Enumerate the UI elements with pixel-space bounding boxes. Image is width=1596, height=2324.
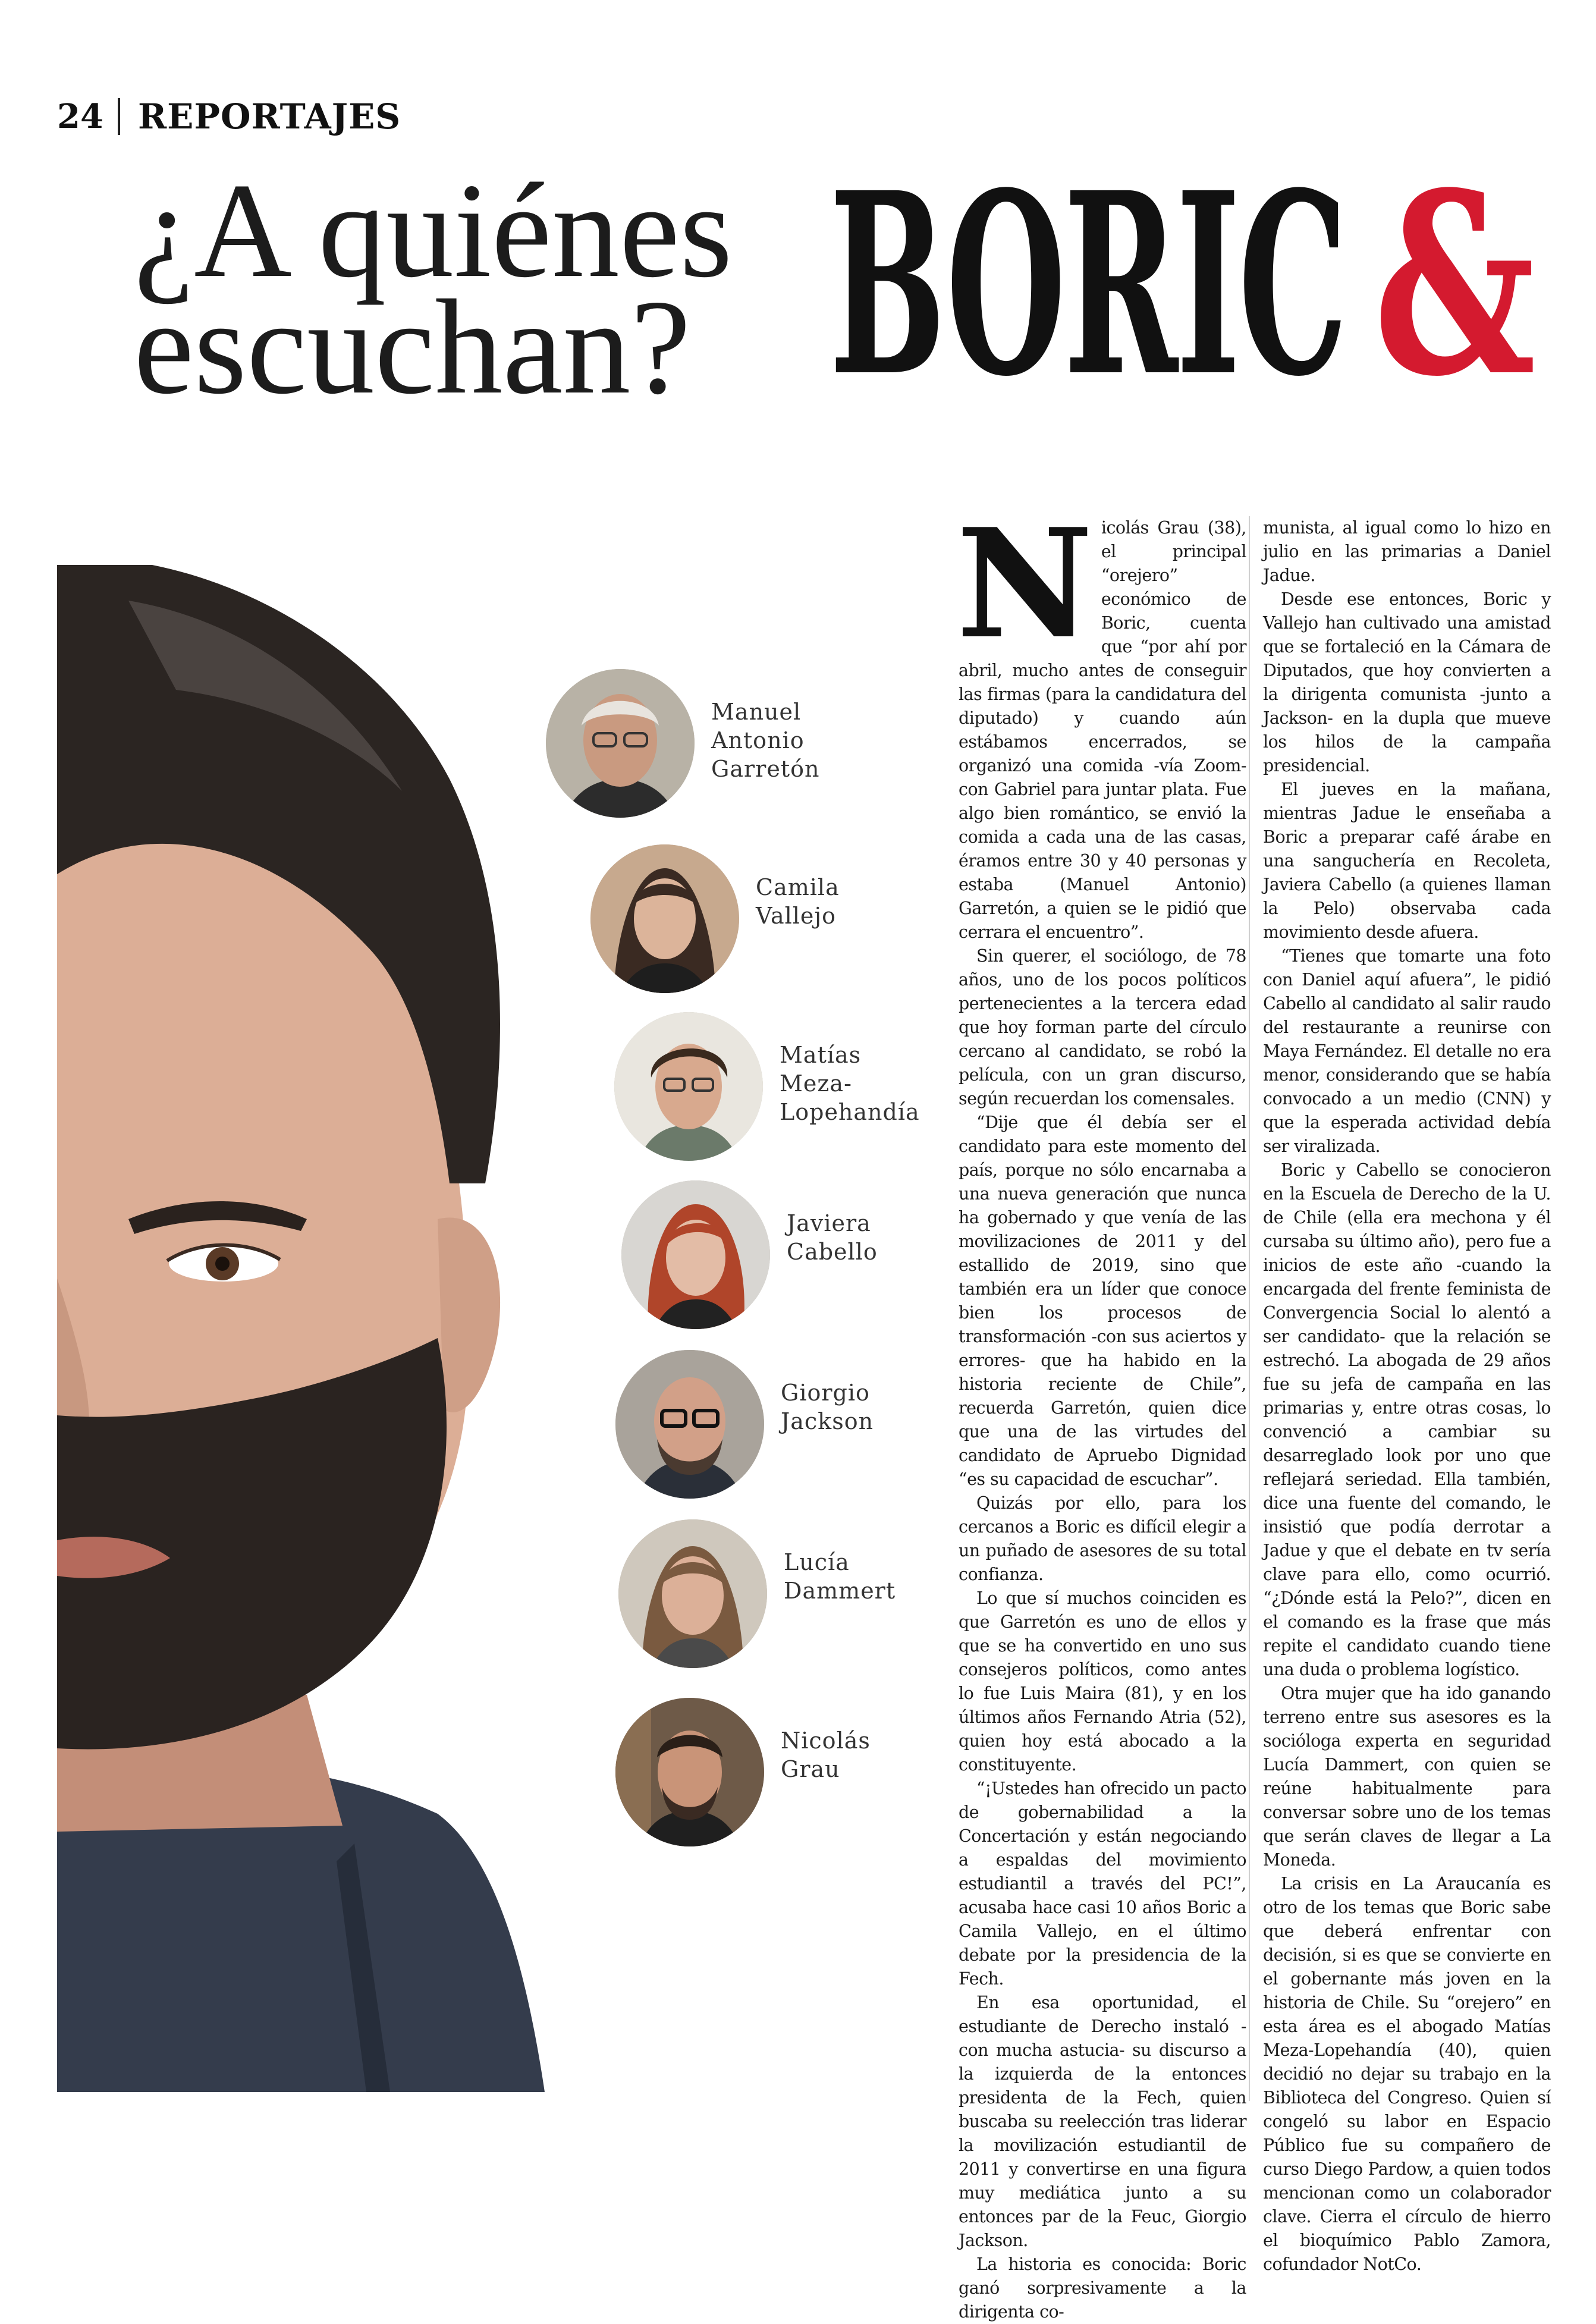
advisor-photo <box>621 1180 770 1329</box>
advisor-name-line: Grau <box>781 1756 840 1782</box>
advisor-lucia-dammert <box>618 1519 896 1668</box>
advisor-photo <box>590 844 739 993</box>
headline-question <box>134 156 812 422</box>
advisor-camila-vallejo <box>590 844 840 993</box>
advisor-name-line: Manuel <box>711 699 802 725</box>
article-paragraph: “¡Ustedes han ofrecido un pacto de gobernabilidad a la Concertación y están negociando a espaldas del movimiento estudiantil a través del PC!”, acusaba hace casi 10 años Boric a Camila Vallejo, en el último debate por la presidencia de la Fech. <box>959 1779 1246 1989</box>
advisor-photo <box>615 1698 764 1846</box>
advisor-photo <box>546 669 695 818</box>
advisor-name-line: Giorgio <box>781 1380 870 1406</box>
article-paragraph: Otra mujer que ha ido ganando terreno entre sus asesores es la socióloga experta en seguridad Lucía Dammert, con quien se reúne habitualmente para conversar sobre uno de los temas que serán claves de llegar a La Moneda. <box>1263 1684 1551 1870</box>
header-divider <box>118 98 120 135</box>
advisor-name-line: Matías <box>780 1042 862 1068</box>
headline-name: BORIC <box>830 139 1346 432</box>
article-paragraph: En esa oportunidad, el estudiante de Derecho instaló -con mucha astucia- su discurso a la izquierda de la entonces presidenta de la Fech, quien buscaba su reelección tras liderar la movilización estudiantil de 2011 y convertirse en una figura muy mediática junto a su entonces par de la Feuc, Giorgio Jackson. <box>959 1993 1246 2250</box>
advisor-javiera-cabello <box>621 1180 878 1329</box>
advisor-name-line: Dammert <box>784 1578 896 1604</box>
advisor-name-line: Meza- <box>780 1070 852 1097</box>
advisor-manuel-antonio-garreton <box>546 669 819 818</box>
advisor-matias-meza-lopehandia <box>614 1012 920 1161</box>
headline-line-1: ¿A quiénes <box>134 156 733 306</box>
article-paragraph: La crisis en La Araucanía es otro de los temas que Boric sabe que deberá enfrentar con decisión, si es que se convierte en el gobernante más joven en la historia de Chile. Su “orejero” en esta área es el abogado Matías Meza-Lopehandía (40), quien decidió no dejar su trabajo en la Biblioteca del Congreso. Quien sí congeló su labor en Espacio Público fue su compañero de curso Diego Pardow, a quien todos mencionan como un colaborador clave. Cierra el círculo de hierro el bioquímico Pablo Zamora, cofundador NotCo. <box>1263 1874 1551 2274</box>
advisor-photo <box>618 1519 767 1668</box>
advisor-name-line: Vallejo <box>756 903 837 929</box>
advisor-photo <box>614 1012 763 1161</box>
main-portrait-photo <box>57 565 545 2092</box>
advisor-name-line: Lucía <box>784 1549 850 1575</box>
advisor-name <box>781 1378 874 1436</box>
advisor-name <box>780 1041 920 1126</box>
article-paragraph: “Dije que él debía ser el candidato para este momento del país, porque no sólo encarnaba a una nueva generación que nunca ha gobernado y que venía de las movilizaciones de 2011 y del estallido de 2019, sino que también era un líder que conoce bien los procesos de transformación -con sus aciertos y errores- que ha habido en la historia reciente de Chile”, recuerda Garretón, quien dice que una de las virtudes del candidato de Apruebo Dignidad “es su capacidad de escuchar”. <box>959 1113 1246 1489</box>
page-number: 24 <box>57 97 103 136</box>
advisor-name-line: Lopehandía <box>780 1099 920 1125</box>
article-paragraph: Quizás por ello, para los cercanos a Boric es difícil elegir a un puñado de asesores de su total confianza. <box>959 1493 1246 1584</box>
advisor-name-line: Garretón <box>711 756 820 782</box>
article-paragraph: Desde ese entonces, Boric y Vallejo han cultivado una amistad que se fortaleció en la Cámara de Diputados, que hoy convierten a la dirigenta comunista -junto a Jackson- en la dupla que mueve los hilos de la campaña presidencial. <box>1263 589 1551 775</box>
advisor-name-line: Jackson <box>781 1408 874 1434</box>
article-paragraph: Boric y Cabello se conocieron en la Escuela de Derecho de la U. de Chile (ella era mechona y él cursaba su último año), pero fue a inicios de este año -cuando la encargada del frente feminista de Convergencia Social lo alentó a ser candidato- que la relación se estrechó. La abogada de 29 años fue su jefa de campaña en las primarias y, entre otras cosas, lo convenció a cambiar su desarreglado look por uno que reflejará seriedad. Ella también, dice una fuente del comando, le insistió que podía derrotar a Jadue y que el debate en tv sería clave para ello, como ocurrió. “¿Dónde está la Pelo?”, dicen en el comando es la frase que más repite el candidato cuando tiene una duda o problema logístico. <box>1263 1160 1551 1679</box>
article-paragraph: munista, al igual como lo hizo en julio en las primarias a Daniel Jadue. <box>1263 518 1551 585</box>
article-paragraph: El jueves en la mañana, mientras Jadue le enseñaba a Boric a preparar café árabe en una sanguchería en Recoleta, Javiera Cabello (a quienes llaman la Pelo) observaba cada movimiento desde afuera. <box>1263 780 1551 942</box>
advisor-nicolas-grau <box>615 1698 871 1846</box>
section-label: REPORTAJES <box>137 96 401 137</box>
article-paragraph: La historia es conocida: Boric ganó sorpresivamente a la dirigenta co- <box>959 2254 1246 2322</box>
drop-cap: N <box>956 496 1093 672</box>
advisor-name-line: Nicolás <box>781 1728 871 1754</box>
advisor-photo <box>615 1350 764 1499</box>
headline-ampersand: & <box>1374 139 1537 432</box>
advisor-name-line: Camila <box>756 874 840 900</box>
advisor-name-line: Antonio <box>711 727 805 753</box>
article-paragraph: Sin querer, el sociólogo, de 78 años, uno de los pocos políticos pertenecientes a la tercera edad que hoy forman parte del círculo cercano al candidato, se robó la película, con un gran discurso, según recuerdan los comensales. <box>959 946 1246 1108</box>
advisor-name <box>784 1548 896 1605</box>
article-column-1 <box>956 496 1246 2324</box>
advisor-name-line: Cabello <box>787 1239 878 1265</box>
advisor-name <box>787 1209 878 1266</box>
advisor-name <box>711 698 819 783</box>
article-column-2 <box>1263 516 1551 2276</box>
advisor-name <box>781 1726 871 1783</box>
article-paragraph: Lo que sí muchos coinciden es que Garretón es uno de ellos y que se ha convertido en uno sus consejeros políticos, como antes lo fue Luis Maira (81), y en los últimos años Fernando Atria (52), quien hoy está abocado a la constituyente. <box>959 1588 1246 1775</box>
advisor-name-line: Javiera <box>787 1210 871 1236</box>
column-divider <box>1249 516 1250 2101</box>
article-paragraph: icolás Grau (38), el principal “orejero” económico de Boric, cuenta que “por ahí por abril, mucho antes de conseguir las firmas (para la candidatura del diputado) y cuando aún estábamos encerrados, se organizó una comida -vía Zoom- con Gabriel para juntar plata. Fue algo bien romántico, se envió la comida a cada una de las casas, éramos entre 30 y 40 personas y estaba (Manuel Antonio) Garretón, a quien se le pidió que cerrara el encuentro”. <box>959 518 1246 942</box>
page-header <box>57 93 401 140</box>
advisor-giorgio-jackson <box>615 1350 874 1499</box>
headline-line-2: escuchan? <box>134 272 691 422</box>
advisor-name <box>756 873 840 930</box>
article-paragraph: “Tienes que tomarte una foto con Daniel aquí afuera”, le pidió Cabello al candidato al salir raudo del restaurante a reunirse con Maya Fernández. El detalle no era menor, considerando que se había convocado a un medio (CNN) y que la esperada actividad debía ser viralizada. <box>1263 946 1551 1156</box>
